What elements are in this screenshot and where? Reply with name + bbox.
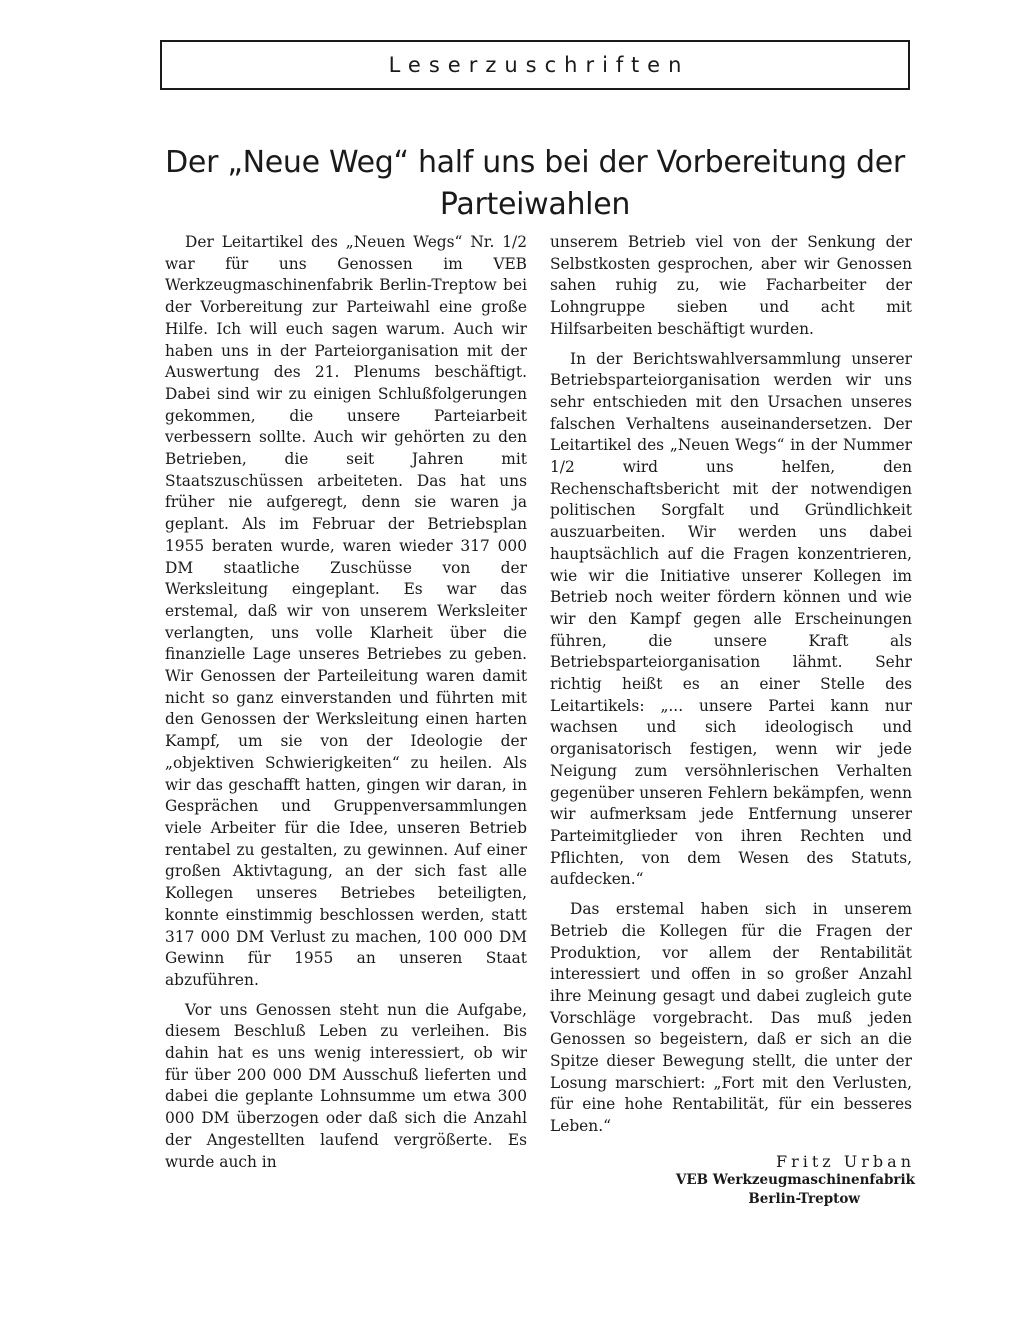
section-label: Leserzuschriften: [388, 53, 690, 77]
author-organization: VEB Werkzeugmaschinenfabrik: [675, 1172, 915, 1188]
article-paragraph: unserem Betrieb viel von der Senkung der Selbstkosten gesprochen, aber wir Genossen sahen ruhig zu, wie Facharbeiter der Lohngruppe sieben und acht mit Hilfsarbeiten beschäftigt wurden.: [550, 233, 912, 338]
article-title: Der „Neue Weg“ half uns bei der Vorbereitung der Parteiwahlen: [165, 145, 905, 222]
article-paragraph: In der Berichtswahlversammlung unserer Betriebsparteiorganisation werden wir uns sehr entschieden mit den Ursachen unseres falschen Verhaltens auseinandersetzen. Der Leitartikel des „Neuen Wegs“ in der Nummer 1/2 wird uns helfen, den Rechenschaftsbericht mit der notwendigen politischen Sorgfalt und Gründlichkeit auszuarbeiten. Wir werden uns dabei hauptsächlich auf die Fragen konzentrieren, wie wir die Initiative unserer Kollegen im Betrieb noch weiter fördern können und wie wir den Kampf gegen alle Erscheinungen führen, die unsere Kraft als Betriebsparteiorganisation lähmt. Sehr richtig heißt es an einer Stelle des Leitartikels: „... unsere Partei kann nur wachsen und sich ideologisch und organisatorisch festigen, wenn wir jede Neigung zum versöhnlerischen Verhalten gegenüber unseren Fehlern bekämpfen, wenn wir aufmerksam jede Entfernung unserer Parteimitglieder von ihren Rechten und Pflichten, von dem Wesen des Statuts, aufdecken.“: [550, 349, 912, 889]
article-column-left: [165, 232, 527, 1173]
author-city: Berlin-Treptow: [748, 1191, 860, 1207]
article-paragraph: Der Leitartikel des „Neuen Wegs“ Nr. 1/2 war für uns Genossen im VEB Werkzeugmaschinenfabrik Berlin-Treptow bei der Vorbereitung zur Parteiwahl eine große Hilfe. Ich will euch sagen warum. Auch wir haben uns in der Parteiorganisation mit der Auswertung des 21. Plenums beschäftigt. Dabei sind wir zu einigen Schlußfolgerungen gekommen, die unsere Parteiarbeit verbessern sollte. Auch wir gehörten zu den Betrieben, die seit Jahren mit Staatszuschüssen arbeiteten. Das hat uns früher nie aufgeregt, denn sie waren ja geplant. Als im Februar der Betriebsplan 1955 beraten wurde, waren wieder 317 000 DM staatliche Zuschüsse von der Werksleitung eingeplant. Es war das erstemal, daß wir von unserem Werksleiter verlangten, uns volle Klarheit über die finanzielle Lage unseres Betriebes zu geben. Wir Genossen der Parteileitung waren damit nicht so ganz einverstanden und führten mit den Genossen der Werksleitung einen harten Kampf, um sie von der Ideologie der „objektiven Schwierigkeiten“ zu heilen. Als wir das geschafft hatten, gingen wir daran, in Gesprächen und Gruppenversammlungen viele Arbeiter für die Idee, unseren Betrieb rentabel zu gestalten, zu gewinnen. Auf einer großen Aktivtagung, an der sich fast alle Kollegen unseres Betriebes beteiligten, konnte einstimmig beschlossen werden, statt 317 000 DM Verlust zu machen, 100 000 DM Gewinn für 1955 an unseren Staat abzuführen.: [165, 233, 527, 989]
article-paragraph: Das erstemal haben sich in unserem Betrieb die Kollegen für die Fragen der Produktion, vor allem der Rentabilität interessiert und offen in so großer Anzahl ihre Meinung gesagt und dabei zugleich gute Vorschläge vorgebracht. Das muß jeden Genossen so begeistern, daß er sich an die Spitze dieser Bewegung stellt, die unter der Losung marschiert: „Fort mit den Verlusten, für eine hohe Rentabilität, für ein besseres Leben.“: [550, 900, 912, 1136]
article-paragraph: Vor uns Genossen steht nun die Aufgabe, diesem Beschluß Leben zu verleihen. Bis dahin hat es uns wenig interessiert, ob wir für über 200 000 DM Ausschuß lieferten und dabei die geplante Lohnsumme um etwa 300 000 DM überzogen oder daß sich die Anzahl der Angestellten laufend vergrößerte. Es wurde auch in: [165, 1000, 527, 1171]
article-column-right: [550, 232, 912, 1138]
author-signature: [600, 1152, 915, 1209]
section-header-box: [160, 40, 910, 90]
author-name: Fritz Urban: [775, 1152, 915, 1171]
